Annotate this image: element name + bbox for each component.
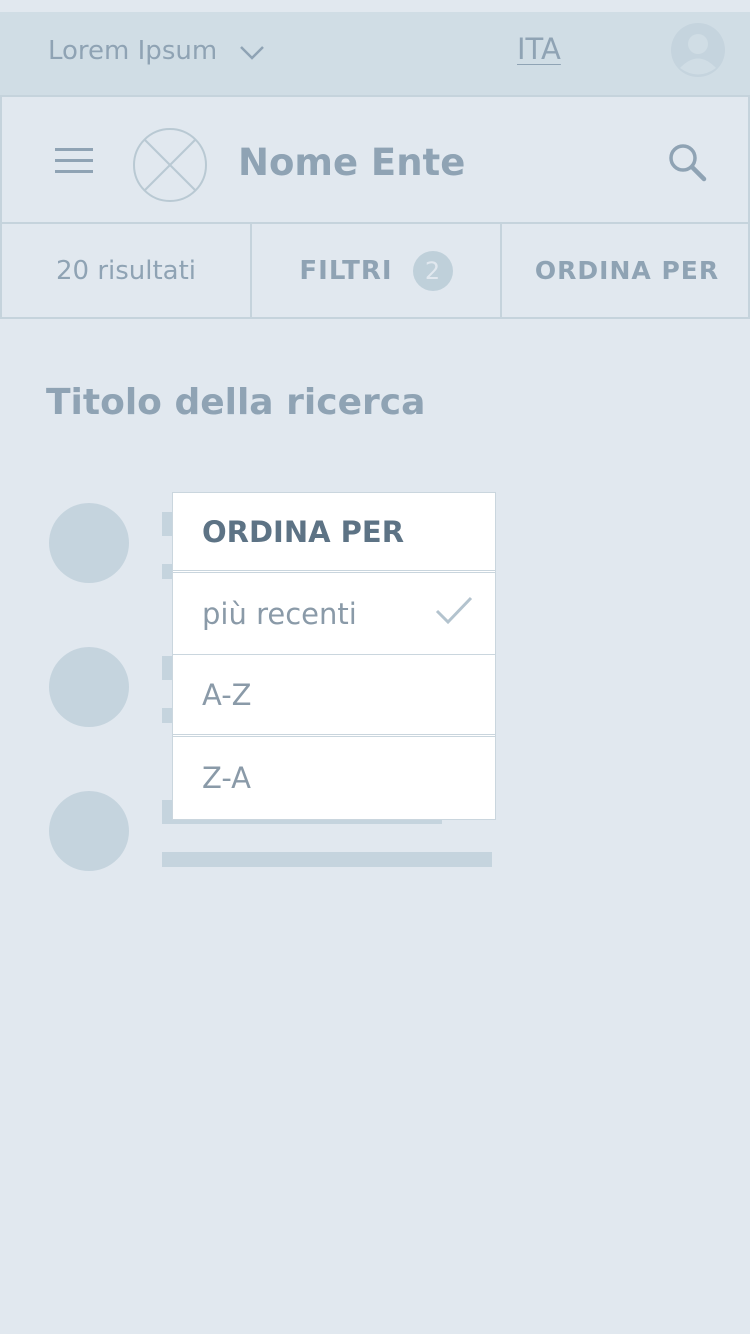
results-count-cell — [2, 224, 252, 317]
sort-option-label: A-Z — [202, 677, 252, 712]
sort-option-z-a[interactable] — [173, 737, 495, 819]
sort-option-a-z[interactable] — [173, 655, 495, 737]
header — [0, 97, 750, 224]
hamburger-menu-icon[interactable] — [55, 148, 93, 178]
results-count: 20 risultati — [55, 255, 197, 286]
list-item-avatar-placeholder — [49, 791, 129, 871]
top-strip — [0, 12, 750, 97]
list-item-avatar-placeholder — [49, 647, 129, 727]
sort-option-label: Z-A — [202, 761, 252, 795]
user-avatar-icon[interactable] — [671, 23, 725, 77]
checkmark-icon — [435, 595, 473, 632]
filters-button[interactable] — [252, 224, 502, 317]
sort-dropdown — [172, 492, 496, 820]
sort-label: ORDINA PER — [534, 256, 720, 285]
list-item-subtitle-placeholder — [162, 852, 492, 867]
site-selector-label: Lorem Ipsum — [48, 36, 218, 66]
logo-placeholder-icon — [132, 127, 208, 207]
search-title: Titolo della ricerca — [46, 382, 426, 423]
search-icon[interactable] — [667, 142, 707, 186]
entity-name[interactable]: Nome Ente — [238, 141, 466, 184]
filters-label: FILTRI — [299, 255, 393, 286]
sort-option-most-recent[interactable] — [173, 573, 495, 655]
chevron-down-icon — [239, 38, 265, 68]
list-item-avatar-placeholder — [49, 503, 129, 583]
sort-option-label: più recenti — [202, 596, 357, 631]
site-selector[interactable] — [48, 34, 265, 68]
sort-dropdown-title: ORDINA PER — [173, 493, 495, 573]
sort-button[interactable] — [502, 224, 750, 317]
filter-bar — [0, 224, 750, 319]
language-link[interactable]: ITA — [517, 32, 561, 66]
filters-count-badge: 2 — [413, 251, 453, 291]
